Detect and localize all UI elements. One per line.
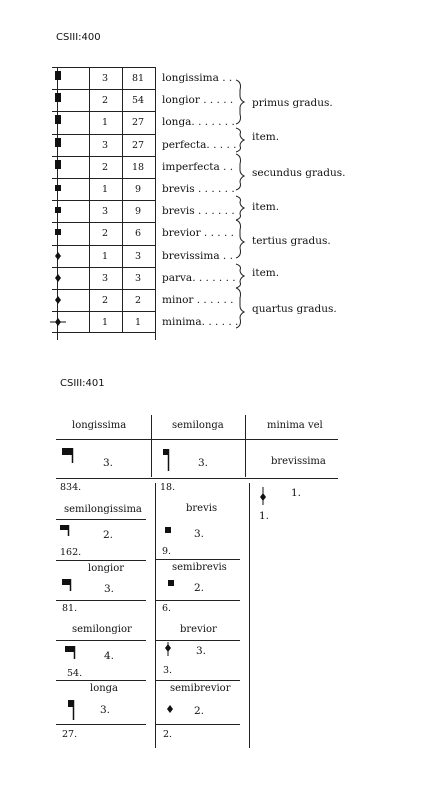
label-semilongior: semilongior bbox=[72, 624, 132, 635]
fig1-note-icon bbox=[52, 201, 66, 221]
brevis-note-icon bbox=[165, 527, 173, 535]
fig1-cell-c1: 2 bbox=[101, 295, 109, 306]
group-label-primus: primus gradus. bbox=[252, 97, 333, 109]
rule-c2-1 bbox=[156, 559, 240, 560]
fig1-cell-c2: 27 bbox=[131, 139, 145, 151]
fig1-cell-c1: 3 bbox=[101, 206, 109, 218]
num-1-c3b: 1. bbox=[259, 510, 270, 522]
fig1-cell-c2: 6 bbox=[134, 228, 142, 240]
brevior-note-icon bbox=[164, 642, 172, 658]
fig1-cell-name: parva. . . . . . . bbox=[162, 271, 236, 284]
group-label-secundus: secundus gradus. bbox=[252, 167, 346, 179]
group-label-item-2: item. bbox=[252, 201, 280, 213]
num-3-c2c: 3. bbox=[163, 665, 173, 676]
fig1-cell-c2: 81 bbox=[131, 73, 145, 84]
fig1-note-icon bbox=[52, 112, 66, 132]
group-label-tertius: tertius gradus. bbox=[252, 235, 331, 247]
fig1-cell-c1: 1 bbox=[101, 184, 109, 195]
fig1-note-icon bbox=[52, 290, 66, 310]
fig1-cell-name: minima. . . . . . bbox=[162, 316, 239, 329]
group-label-item-1: item. bbox=[252, 131, 280, 143]
num-1-c3a: 1. bbox=[291, 487, 302, 499]
semibrevior-note-icon bbox=[166, 704, 174, 716]
num-18: 18. bbox=[160, 482, 176, 493]
fig1-row-rule bbox=[52, 134, 155, 135]
rule-c2-4 bbox=[156, 680, 240, 681]
fig1-cell-c1: 2 bbox=[101, 161, 109, 173]
fig1-cell-name: brevis . . . . . . bbox=[162, 183, 235, 195]
fig1-cell-c1: 2 bbox=[101, 95, 109, 107]
fig1-row-rule bbox=[52, 67, 155, 68]
num-3-c2b: 3. bbox=[196, 645, 207, 657]
header-semilonga: semilonga bbox=[172, 420, 224, 431]
rule-c1-1 bbox=[56, 519, 146, 520]
semilongissima-note-icon bbox=[60, 524, 80, 538]
fig1-cell-c2: 1 bbox=[134, 317, 142, 329]
fig1-row-rule bbox=[52, 289, 155, 290]
fig1-cell-c2: 18 bbox=[131, 161, 145, 173]
semilonga-note-icon bbox=[163, 447, 175, 473]
fig1-cell-c2: 3 bbox=[134, 250, 142, 262]
fig2-divider-2 bbox=[245, 415, 246, 445]
semilonga-count: 3. bbox=[198, 457, 209, 469]
fig1-row-rule bbox=[52, 200, 155, 201]
fig1-row-rule bbox=[52, 267, 155, 268]
rule-c1-5 bbox=[56, 680, 146, 681]
row-rule-0 bbox=[56, 478, 338, 479]
fig1-cell-c1: 3 bbox=[101, 139, 109, 151]
minima-note-icon bbox=[259, 487, 267, 507]
longa-note-icon bbox=[68, 700, 80, 722]
fig1-row-rule bbox=[52, 156, 155, 157]
fig1-cell-name: longior . . . . . bbox=[162, 94, 234, 107]
num-81: 81. bbox=[62, 603, 78, 614]
fig1-cell-c2: 27 bbox=[131, 117, 145, 129]
fig1-cell-c2: 9 bbox=[134, 206, 142, 218]
num-4: 4. bbox=[104, 650, 115, 662]
fig1-cell-c2: 3 bbox=[134, 272, 142, 284]
fig1-cell-name: longissima . . bbox=[162, 72, 233, 84]
fig1-row-rule bbox=[52, 89, 155, 90]
fig1-cell-name: brevior . . . . . bbox=[162, 227, 234, 240]
fig1-cell-c1: 1 bbox=[101, 117, 109, 129]
label-semilongissima: semilongissima bbox=[64, 504, 142, 515]
fig1-cell-name: brevis . . . . . . bbox=[162, 205, 235, 218]
fig2-body-divider-1 bbox=[155, 483, 156, 748]
fig1-cell-name: imperfecta . . bbox=[162, 160, 234, 173]
fig1-note-icon bbox=[52, 90, 66, 110]
fig1-cell-c1: 2 bbox=[101, 228, 109, 240]
rule-c1-3 bbox=[56, 600, 146, 601]
num-2-c2b: 2. bbox=[194, 705, 205, 717]
rule-c1-6 bbox=[56, 724, 146, 725]
num-3-c2: 3. bbox=[194, 528, 205, 540]
fig1-cell-c2: 9 bbox=[134, 184, 142, 195]
header-brevissima: brevissima bbox=[271, 456, 326, 467]
group-label-item-3: item. bbox=[252, 267, 280, 279]
figure-label-400: CSIII:400 bbox=[56, 32, 101, 43]
label-semibrevior: semibrevior bbox=[170, 683, 231, 694]
fig1-cell-c1: 3 bbox=[101, 73, 109, 84]
rule-c1-4 bbox=[56, 640, 146, 641]
label-longa: longa bbox=[90, 683, 119, 694]
fig1-note-icon bbox=[52, 68, 66, 88]
num-6: 6. bbox=[162, 603, 172, 614]
fig1-row-rule bbox=[52, 311, 155, 312]
header-rule bbox=[56, 439, 338, 440]
label-semibrevis: semibrevis bbox=[172, 562, 227, 573]
header-minima-vel: minima vel bbox=[267, 420, 323, 431]
fig1-row-rule bbox=[52, 178, 155, 179]
rule-c1-2 bbox=[56, 560, 146, 561]
rule-c2-5 bbox=[156, 724, 240, 725]
num-3-c1: 3. bbox=[104, 583, 115, 595]
fig1-bottom-rule bbox=[52, 332, 155, 333]
fig1-braces bbox=[234, 70, 254, 340]
fig1-cell-name: brevissima . . bbox=[162, 249, 233, 262]
num-2-c2: 2. bbox=[194, 582, 205, 594]
fig1-cell-c2: 54 bbox=[131, 95, 145, 107]
fig1-note-icon bbox=[52, 268, 66, 288]
num-162: 162. bbox=[60, 547, 82, 558]
fig1-note-icon bbox=[52, 179, 66, 199]
num-834: 834. bbox=[60, 482, 82, 493]
num-27: 27. bbox=[62, 729, 78, 740]
semibrevis-note-icon bbox=[168, 580, 176, 588]
rule-c2-2 bbox=[156, 600, 240, 601]
fig2-body-divider-2 bbox=[249, 483, 250, 748]
label-brevior: brevior bbox=[180, 624, 217, 635]
num-2-c2c: 2. bbox=[163, 729, 173, 740]
header-longissima: longissima bbox=[72, 420, 127, 431]
num-2-c1: 2. bbox=[103, 529, 114, 541]
fig1-row-rule bbox=[52, 245, 155, 246]
num-9: 9. bbox=[162, 546, 172, 557]
fig2-divider-1b bbox=[151, 445, 152, 477]
fig1-note-icon bbox=[52, 157, 66, 177]
fig1-cell-name: longa. . . . . . . bbox=[162, 116, 235, 129]
fig1-row-rule bbox=[52, 111, 155, 112]
rule-c2-3 bbox=[156, 640, 240, 641]
fig1-note-icon bbox=[52, 246, 66, 266]
num-54: 54. bbox=[67, 668, 83, 679]
semilongior-note-icon bbox=[65, 645, 85, 661]
group-label-quartus: quartus gradus. bbox=[252, 303, 337, 315]
fig1-cell-c2: 2 bbox=[134, 295, 142, 306]
fig1-note-icon bbox=[52, 223, 66, 243]
fig2-divider-2b bbox=[245, 445, 246, 477]
fig1-cell-c1: 3 bbox=[101, 272, 109, 284]
longissima-count: 3. bbox=[103, 457, 114, 469]
label-brevis: brevis bbox=[186, 503, 218, 514]
fig2-divider-1 bbox=[151, 415, 152, 445]
fig1-cell-c1: 1 bbox=[101, 250, 109, 262]
fig1-note-icon bbox=[52, 312, 66, 332]
fig1-right-border bbox=[155, 67, 156, 340]
fig1-cell-name: perfecta. . . . . bbox=[162, 138, 237, 151]
fig1-row-rule bbox=[52, 222, 155, 223]
longior-note-icon bbox=[62, 579, 82, 593]
fig1-cell-name: minor . . . . . . bbox=[162, 294, 234, 306]
fig1-cell-c1: 1 bbox=[101, 317, 109, 329]
fig1-note-icon bbox=[52, 135, 66, 155]
figure-label-401: CSIII:401 bbox=[60, 378, 105, 389]
num-3-c1b: 3. bbox=[100, 704, 111, 716]
label-longior: longior bbox=[88, 563, 125, 574]
longissima-note-icon bbox=[62, 446, 82, 466]
